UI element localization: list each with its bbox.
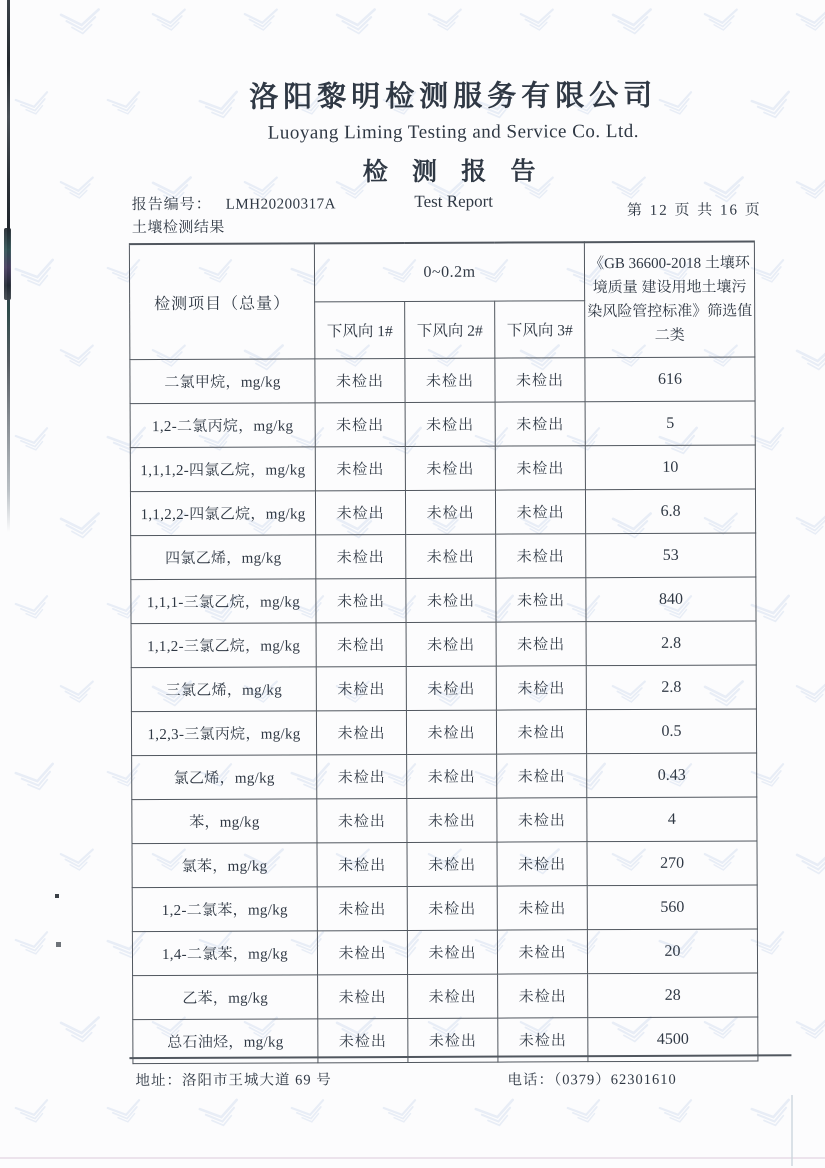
row-value-sample-1: 未检出 (316, 578, 406, 622)
footer-phone: 电话：（0379）62301610 (507, 1071, 677, 1089)
results-tbody (130, 357, 758, 1064)
header-row-depth (129, 241, 754, 302)
row-limit-value: 2.8 (586, 665, 756, 710)
row-value-sample-1: 未检出 (317, 798, 407, 842)
footer-address: 地址：洛阳市王城大道 69 号 (135, 1072, 332, 1090)
scan-artifact-bottom-edge (0, 1157, 825, 1159)
row-item-label: 乙苯，mg/kg (133, 975, 318, 1020)
row-value-sample-2: 未检出 (406, 710, 496, 754)
row-value-sample-1: 未检出 (316, 710, 406, 754)
row-value-sample-3: 未检出 (497, 930, 587, 974)
row-value-sample-1: 未检出 (316, 534, 406, 578)
row-limit-value: 0.5 (586, 709, 756, 754)
row-value-sample-3: 未检出 (497, 754, 587, 798)
row-value-sample-2: 未检出 (406, 666, 496, 710)
table-row (133, 973, 758, 1020)
row-value-sample-3: 未检出 (495, 402, 585, 446)
row-limit-value: 20 (587, 929, 757, 974)
row-item-label: 1,2-二氯丙烷，mg/kg (130, 403, 315, 448)
row-value-sample-3: 未检出 (497, 798, 587, 842)
scan-artifact-right-edge (791, 1095, 793, 1166)
row-value-sample-3: 未检出 (497, 842, 587, 886)
report-header (118, 72, 789, 213)
table-row (132, 753, 757, 800)
table-row (130, 489, 755, 536)
row-value-sample-1: 未检出 (316, 666, 406, 710)
row-value-sample-2: 未检出 (408, 1018, 498, 1062)
row-value-sample-2: 未检出 (405, 358, 495, 402)
row-value-sample-2: 未检出 (406, 534, 496, 578)
table-row (131, 665, 756, 712)
report-number-value: LMH20200317A (225, 196, 336, 213)
row-limit-value: 616 (585, 357, 755, 402)
table-row (131, 577, 756, 624)
row-value-sample-2: 未检出 (407, 842, 497, 886)
results-table (129, 240, 759, 1064)
table-row (132, 797, 757, 844)
row-value-sample-1: 未检出 (315, 402, 405, 446)
results-table-head (129, 241, 755, 359)
column-header-standard: 《GB 36600-2018 土壤环境质量 建设用地土壤污染风险管控标准》筛选值二类 (584, 241, 755, 357)
column-header-item: 检测项目（总量） (129, 243, 315, 359)
scan-speck (56, 942, 61, 947)
row-value-sample-2: 未检出 (405, 446, 495, 490)
row-value-sample-3: 未检出 (496, 534, 586, 578)
row-value-sample-3: 未检出 (497, 886, 587, 930)
row-value-sample-1: 未检出 (318, 1018, 408, 1062)
row-value-sample-3: 未检出 (495, 358, 585, 402)
row-limit-value: 5 (585, 401, 755, 446)
row-value-sample-2: 未检出 (405, 402, 495, 446)
row-value-sample-1: 未检出 (318, 974, 408, 1018)
table-row (132, 929, 757, 976)
row-value-sample-2: 未检出 (407, 754, 497, 798)
row-limit-value: 4 (587, 797, 757, 842)
row-value-sample-1: 未检出 (317, 930, 407, 974)
row-value-sample-1: 未检出 (317, 754, 407, 798)
report-meta (132, 193, 336, 240)
row-value-sample-3: 未检出 (498, 1018, 588, 1062)
row-limit-value: 270 (587, 841, 757, 886)
row-value-sample-3: 未检出 (496, 578, 586, 622)
row-limit-value: 560 (587, 885, 757, 930)
row-item-label: 苯，mg/kg (132, 799, 317, 844)
column-header-sample-1: 下风向 1# (315, 301, 405, 358)
report-number-line (132, 193, 336, 217)
row-value-sample-3: 未检出 (495, 446, 585, 490)
row-item-label: 1,1,1,2-四氯乙烷，mg/kg (130, 447, 315, 492)
row-value-sample-2: 未检出 (405, 490, 495, 534)
row-value-sample-2: 未检出 (407, 798, 497, 842)
row-limit-value: 53 (586, 533, 756, 578)
table-row (132, 885, 757, 932)
row-value-sample-3: 未检出 (496, 622, 586, 666)
row-item-label: 氯乙烯，mg/kg (132, 755, 317, 800)
row-item-label: 1,4-二氯苯，mg/kg (132, 931, 317, 976)
scan-speck (55, 894, 59, 898)
row-value-sample-3: 未检出 (495, 490, 585, 534)
row-value-sample-1: 未检出 (315, 358, 405, 402)
column-header-depth: 0~0.2m (314, 242, 584, 302)
column-header-sample-2: 下风向 2# (405, 301, 495, 358)
row-item-label: 四氯乙烯，mg/kg (131, 535, 316, 580)
row-limit-value: 6.8 (585, 489, 755, 534)
company-name-cn: 洛阳黎明检测服务有限公司 (249, 79, 658, 114)
report-title-en: Test Report (414, 191, 494, 211)
row-item-label: 总石油烃，mg/kg (133, 1019, 318, 1064)
row-value-sample-1: 未检出 (317, 842, 407, 886)
row-item-label: 二氯甲烷，mg/kg (130, 359, 315, 404)
row-item-label: 1,1,2,2-四氯乙烷，mg/kg (130, 491, 315, 536)
row-value-sample-1: 未检出 (315, 490, 405, 534)
row-value-sample-3: 未检出 (496, 666, 586, 710)
row-item-label: 1,1,1-三氯乙烷，mg/kg (131, 579, 316, 624)
row-limit-value: 28 (588, 973, 758, 1018)
row-value-sample-1: 未检出 (317, 886, 407, 930)
report-title-cn: 检 测 报 告 (362, 158, 545, 187)
section-title: 土壤检测结果 (131, 219, 225, 237)
row-value-sample-3: 未检出 (498, 974, 588, 1018)
column-header-sample-3: 下风向 3# (495, 301, 585, 358)
table-row (132, 841, 757, 888)
row-value-sample-2: 未检出 (408, 974, 498, 1018)
row-value-sample-2: 未检出 (407, 930, 497, 974)
row-value-sample-1: 未检出 (315, 446, 405, 490)
row-item-label: 三氯乙烯，mg/kg (131, 667, 316, 712)
row-value-sample-2: 未检出 (406, 578, 496, 622)
table-row (130, 401, 755, 448)
row-limit-value: 2.8 (586, 621, 756, 666)
scan-artifact-left-blob (4, 228, 11, 300)
row-limit-value: 0.43 (587, 753, 757, 798)
table-row (131, 709, 756, 756)
table-row (131, 621, 756, 668)
row-item-label: 1,2-二氯苯，mg/kg (132, 887, 317, 932)
row-item-label: 1,1,2-三氯乙烷，mg/kg (131, 623, 316, 668)
row-value-sample-2: 未检出 (406, 622, 496, 666)
report-number-label: 报告编号： (131, 196, 212, 214)
row-value-sample-3: 未检出 (496, 710, 586, 754)
table-row (131, 533, 756, 580)
row-item-label: 1,2,3-三氯丙烷，mg/kg (131, 711, 316, 756)
row-limit-value: 10 (585, 445, 755, 490)
row-value-sample-2: 未检出 (407, 886, 497, 930)
table-row (130, 445, 755, 492)
company-name-en: Luoyang Liming Testing and Service Co. Ltd. (267, 120, 640, 144)
row-limit-value: 4500 (588, 1017, 758, 1062)
row-limit-value: 840 (586, 577, 756, 622)
page-indicator: 第 12 页 共 16 页 (626, 202, 762, 220)
row-value-sample-1: 未检出 (316, 622, 406, 666)
row-item-label: 氯苯，mg/kg (132, 843, 317, 888)
table-row (130, 357, 755, 404)
